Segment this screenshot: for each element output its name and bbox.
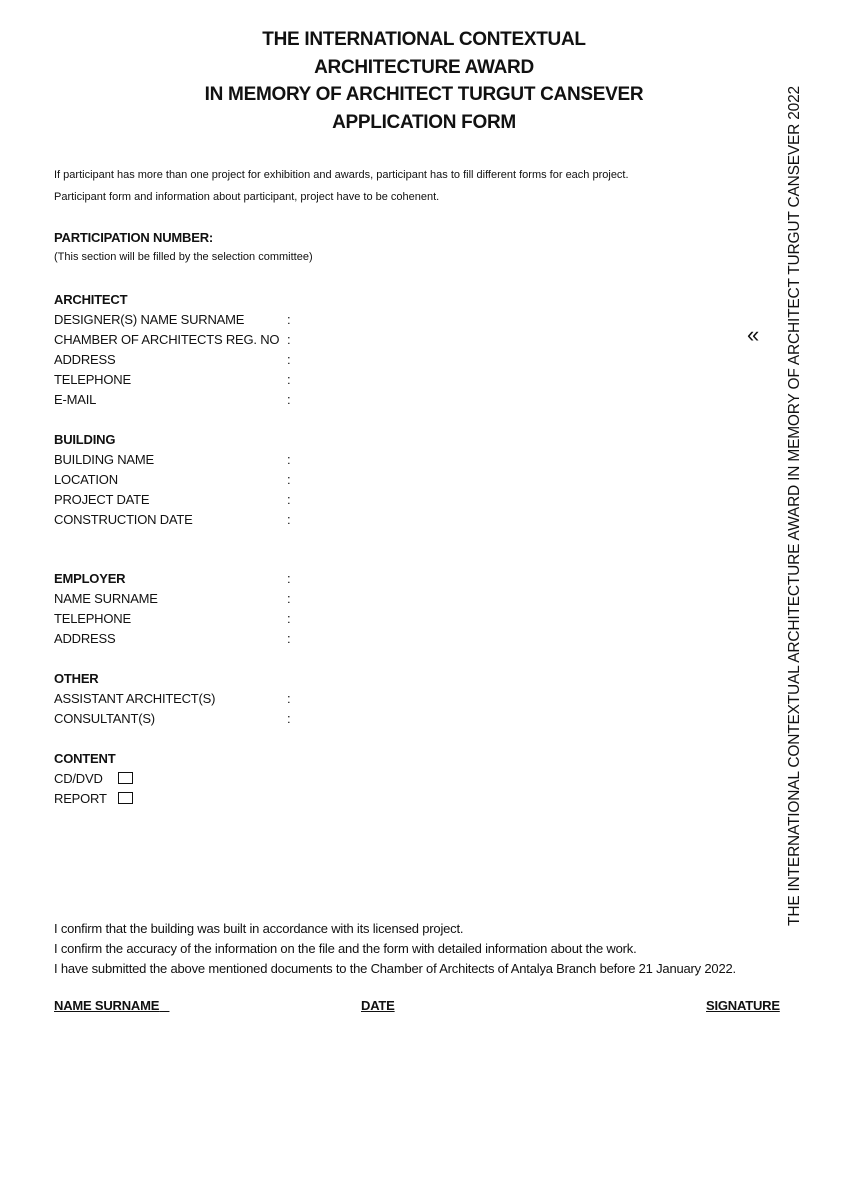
field-colon: : (287, 332, 291, 347)
field-employer-telephone[interactable] (54, 609, 291, 629)
field-architect-address[interactable] (54, 350, 291, 370)
field-label: BUILDING NAME (54, 452, 154, 467)
name-surname-label (54, 998, 169, 1013)
option-label: CD/DVD (54, 771, 103, 786)
participation-note: (This section will be filled by the selection committee) (54, 251, 313, 263)
building-section (54, 430, 291, 530)
architect-heading: ARCHITECT (54, 292, 128, 307)
field-colon: : (287, 392, 291, 407)
report-checkbox[interactable] (118, 792, 133, 804)
employer-heading: EMPLOYER (54, 571, 126, 586)
name-surname-text: NAME SURNAME (54, 998, 160, 1013)
intro-line-1: If participant has more than one project for exhibition and awards, participant has to fill different forms for each project. (54, 169, 629, 181)
field-colon: : (287, 372, 291, 387)
field-label: E-MAIL (54, 392, 97, 407)
guillemet-marker: « (747, 322, 760, 347)
content-heading: CONTENT (54, 751, 116, 766)
field-colon: : (287, 312, 291, 327)
field-colon: : (287, 571, 291, 586)
confirmation-line-3: I have submitted the above mentioned documents to the Chamber of Architects of Antalya Branch before 21 January 2022. (54, 961, 736, 976)
field-architect-telephone[interactable] (54, 370, 291, 390)
field-label: TELEPHONE (54, 611, 131, 626)
field-colon: : (287, 452, 291, 467)
field-label: CONSTRUCTION DATE (54, 512, 193, 527)
confirmation-line-2: I confirm the accuracy of the information on the file and the form with detailed information about the work. (54, 941, 637, 956)
option-cd-dvd (54, 769, 115, 789)
date-label: DATE (361, 998, 395, 1013)
field-assistant-architects[interactable] (54, 689, 291, 709)
building-heading: BUILDING (54, 432, 116, 447)
field-label: TELEPHONE (54, 372, 131, 387)
content-section (54, 749, 115, 809)
option-report (54, 789, 115, 809)
field-colon: : (287, 472, 291, 487)
side-title: THE INTERNATIONAL CONTEXTUAL ARCHITECTURE AWARD IN MEMORY OF ARCHITECT TURGUT CANSEVER 2022 (786, 86, 803, 926)
field-label: ADDRESS (54, 631, 116, 646)
option-label: REPORT (54, 791, 107, 806)
field-label: CONSULTANT(S) (54, 711, 155, 726)
field-colon: : (287, 631, 291, 646)
intro-line-2: Participant form and information about participant, project have to be cohenent. (54, 191, 440, 203)
architect-section (54, 290, 291, 410)
field-building-name[interactable] (54, 450, 291, 470)
employer-section (54, 569, 291, 649)
field-employer[interactable] (54, 569, 291, 589)
field-reg-no[interactable] (54, 330, 291, 350)
field-colon: : (287, 711, 291, 726)
field-colon: : (287, 512, 291, 527)
field-project-date[interactable] (54, 490, 291, 510)
field-colon: : (287, 691, 291, 706)
confirmation-line-1: I confirm that the building was built in accordance with its licensed project. (54, 921, 464, 936)
title-line-4: APPLICATION FORM (332, 111, 516, 133)
confirmation-block (54, 919, 736, 979)
form-title (0, 26, 848, 136)
field-colon: : (287, 492, 291, 507)
signature-label: SIGNATURE (706, 998, 780, 1013)
title-line-1: THE INTERNATIONAL CONTEXTUAL (262, 29, 586, 50)
field-label: DESIGNER(S) NAME SURNAME (54, 312, 245, 327)
field-location[interactable] (54, 470, 291, 490)
field-designer-name[interactable] (54, 310, 291, 330)
field-employer-address[interactable] (54, 629, 291, 649)
participation-heading: PARTICIPATION NUMBER: (54, 230, 214, 245)
field-label: NAME SURNAME (54, 591, 158, 606)
cd-dvd-checkbox[interactable] (118, 772, 133, 784)
field-colon: : (287, 591, 291, 606)
other-heading: OTHER (54, 671, 99, 686)
field-colon: : (287, 352, 291, 367)
field-consultants[interactable] (54, 709, 291, 729)
field-architect-email[interactable] (54, 390, 291, 410)
field-colon: : (287, 611, 291, 626)
field-label: ASSISTANT ARCHITECT(S) (54, 691, 216, 706)
field-construction-date[interactable] (54, 510, 291, 530)
field-label: CHAMBER OF ARCHITECTS REG. NO (54, 332, 280, 347)
other-section (54, 669, 291, 729)
field-label: PROJECT DATE (54, 492, 150, 507)
title-line-2: ARCHITECTURE AWARD (314, 56, 534, 78)
participation-section (54, 228, 313, 266)
field-label: LOCATION (54, 472, 118, 487)
title-line-3: IN MEMORY OF ARCHITECT TURGUT CANSEVER (204, 84, 644, 105)
field-employer-name[interactable] (54, 589, 291, 609)
field-label: ADDRESS (54, 352, 116, 367)
